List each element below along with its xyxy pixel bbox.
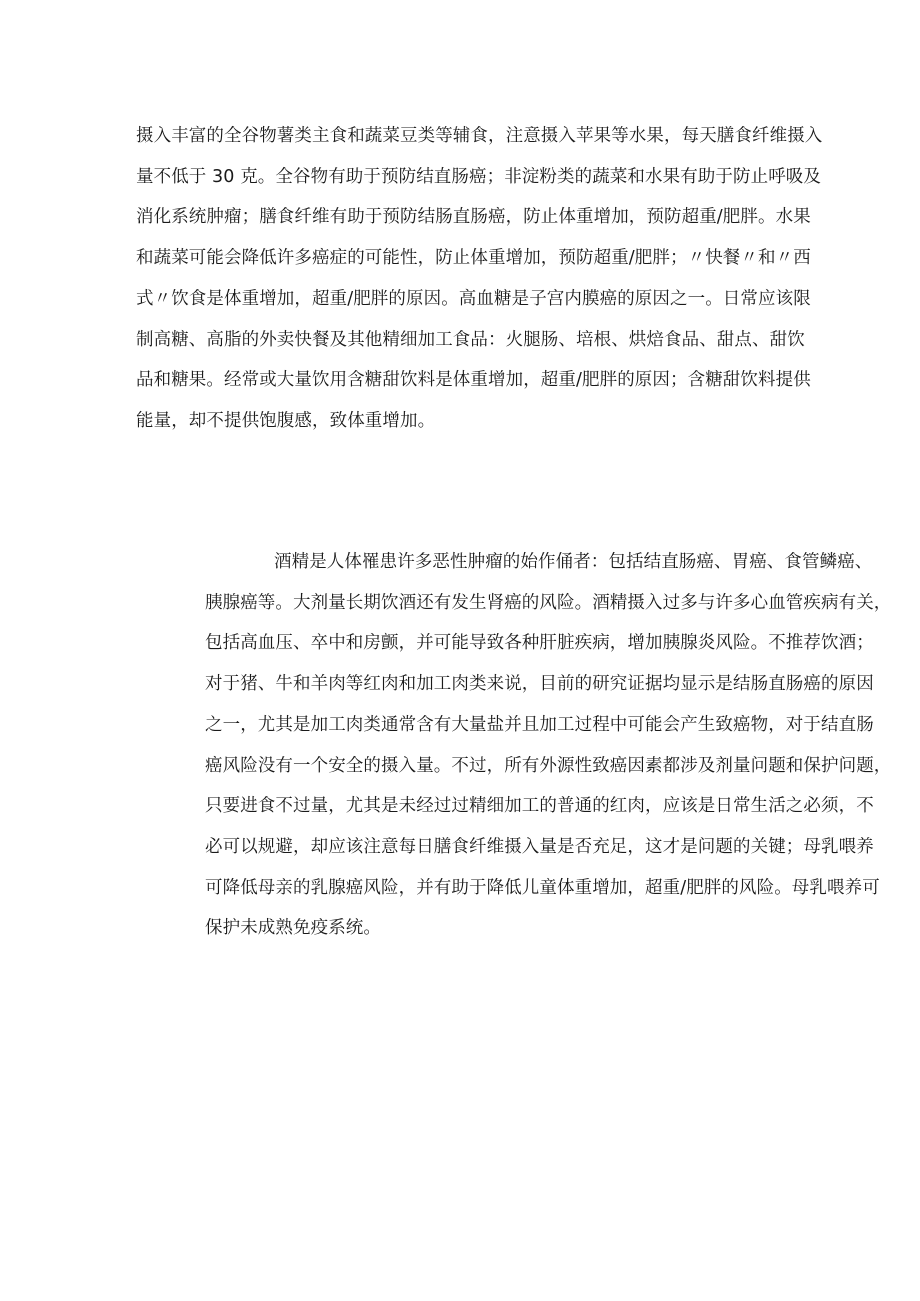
- text-line: 消化系统肿瘤；膳食纤维有助于预防结肠直肠癌，防止体重增加，预防超重/肥胖。水果: [136, 207, 811, 228]
- text-line: 制高糖、高脂的外卖快餐及其他精细加工食品：火腿肠、培根、烘焙食品、甜点、甜饮: [136, 329, 805, 350]
- text-line: 摄入丰富的全谷物薯类主食和蔬菜豆类等辅食，注意摄入苹果等水果，每天膳食纤维摄入: [136, 126, 823, 146]
- text-line: 癌风险没有一个安全的摄入量。不过，所有外源性致癌因素都涉及剂量问题和保护问题，: [205, 755, 892, 776]
- paragraph-alcohol-meat: [136, 542, 892, 949]
- text-line: 胰腺癌等。大剂量长期饮酒还有发生肾癌的风险。酒精摄入过多与许多心血管疾病有关，: [205, 592, 892, 613]
- text-line: 式〃饮食是体重增加，超重/肥胖的原因。高血糖是子宫内膜癌的原因之一。日常应该限: [136, 288, 811, 309]
- text-line: 保护未成熟免疫系统。: [205, 918, 381, 939]
- text-line: 包括高血压、卒中和房颤，并可能导致各种肝脏疾病，增加胰腺炎风险。不推荐饮酒；: [205, 633, 874, 654]
- paragraph-diet: [136, 116, 823, 442]
- text-line: 对于猪、牛和羊肉等红肉和加工肉类来说，目前的研究证据均显示是结肠直肠癌的原因: [205, 674, 874, 695]
- text-line: 和蔬菜可能会降低许多癌症的可能性，防止体重增加，预防超重/肥胖；〃快餐〃和〃西: [136, 248, 811, 269]
- text-line: 可降低母亲的乳腺癌风险，并有助于降低儿童体重增加，超重/肥胖的风险。母乳喂养可: [205, 877, 880, 898]
- text-line: 量不低于 30 克。全谷物有助于预防结直肠癌；非淀粉类的蔬菜和水果有助于防止呼吸及: [136, 166, 821, 187]
- text-line: 之一，尤其是加工肉类通常含有大量盐并且加工过程中可能会产生致癌物，对于结直肠: [205, 714, 874, 735]
- text-line: 品和糖果。经常或大量饮用含糖甜饮料是体重增加，超重/肥胖的原因；含糖甜饮料提供: [136, 370, 811, 391]
- text-line: 必可以规避，却应该注意每日膳食纤维摄入量是否充足，这才是问题的关键；母乳喂养: [205, 836, 874, 857]
- text-line: 只要进食不过量，尤其是未经过过精细加工的普通的红肉，应该是日常生活之必须，不: [205, 796, 874, 817]
- text-line: 酒精是人体罹患许多恶性肿瘤的始作俑者：包括结直肠癌、胃癌、食管鳞癌、: [274, 552, 873, 572]
- text-line: 能量，却不提供饱腹感，致体重增加。: [136, 410, 436, 431]
